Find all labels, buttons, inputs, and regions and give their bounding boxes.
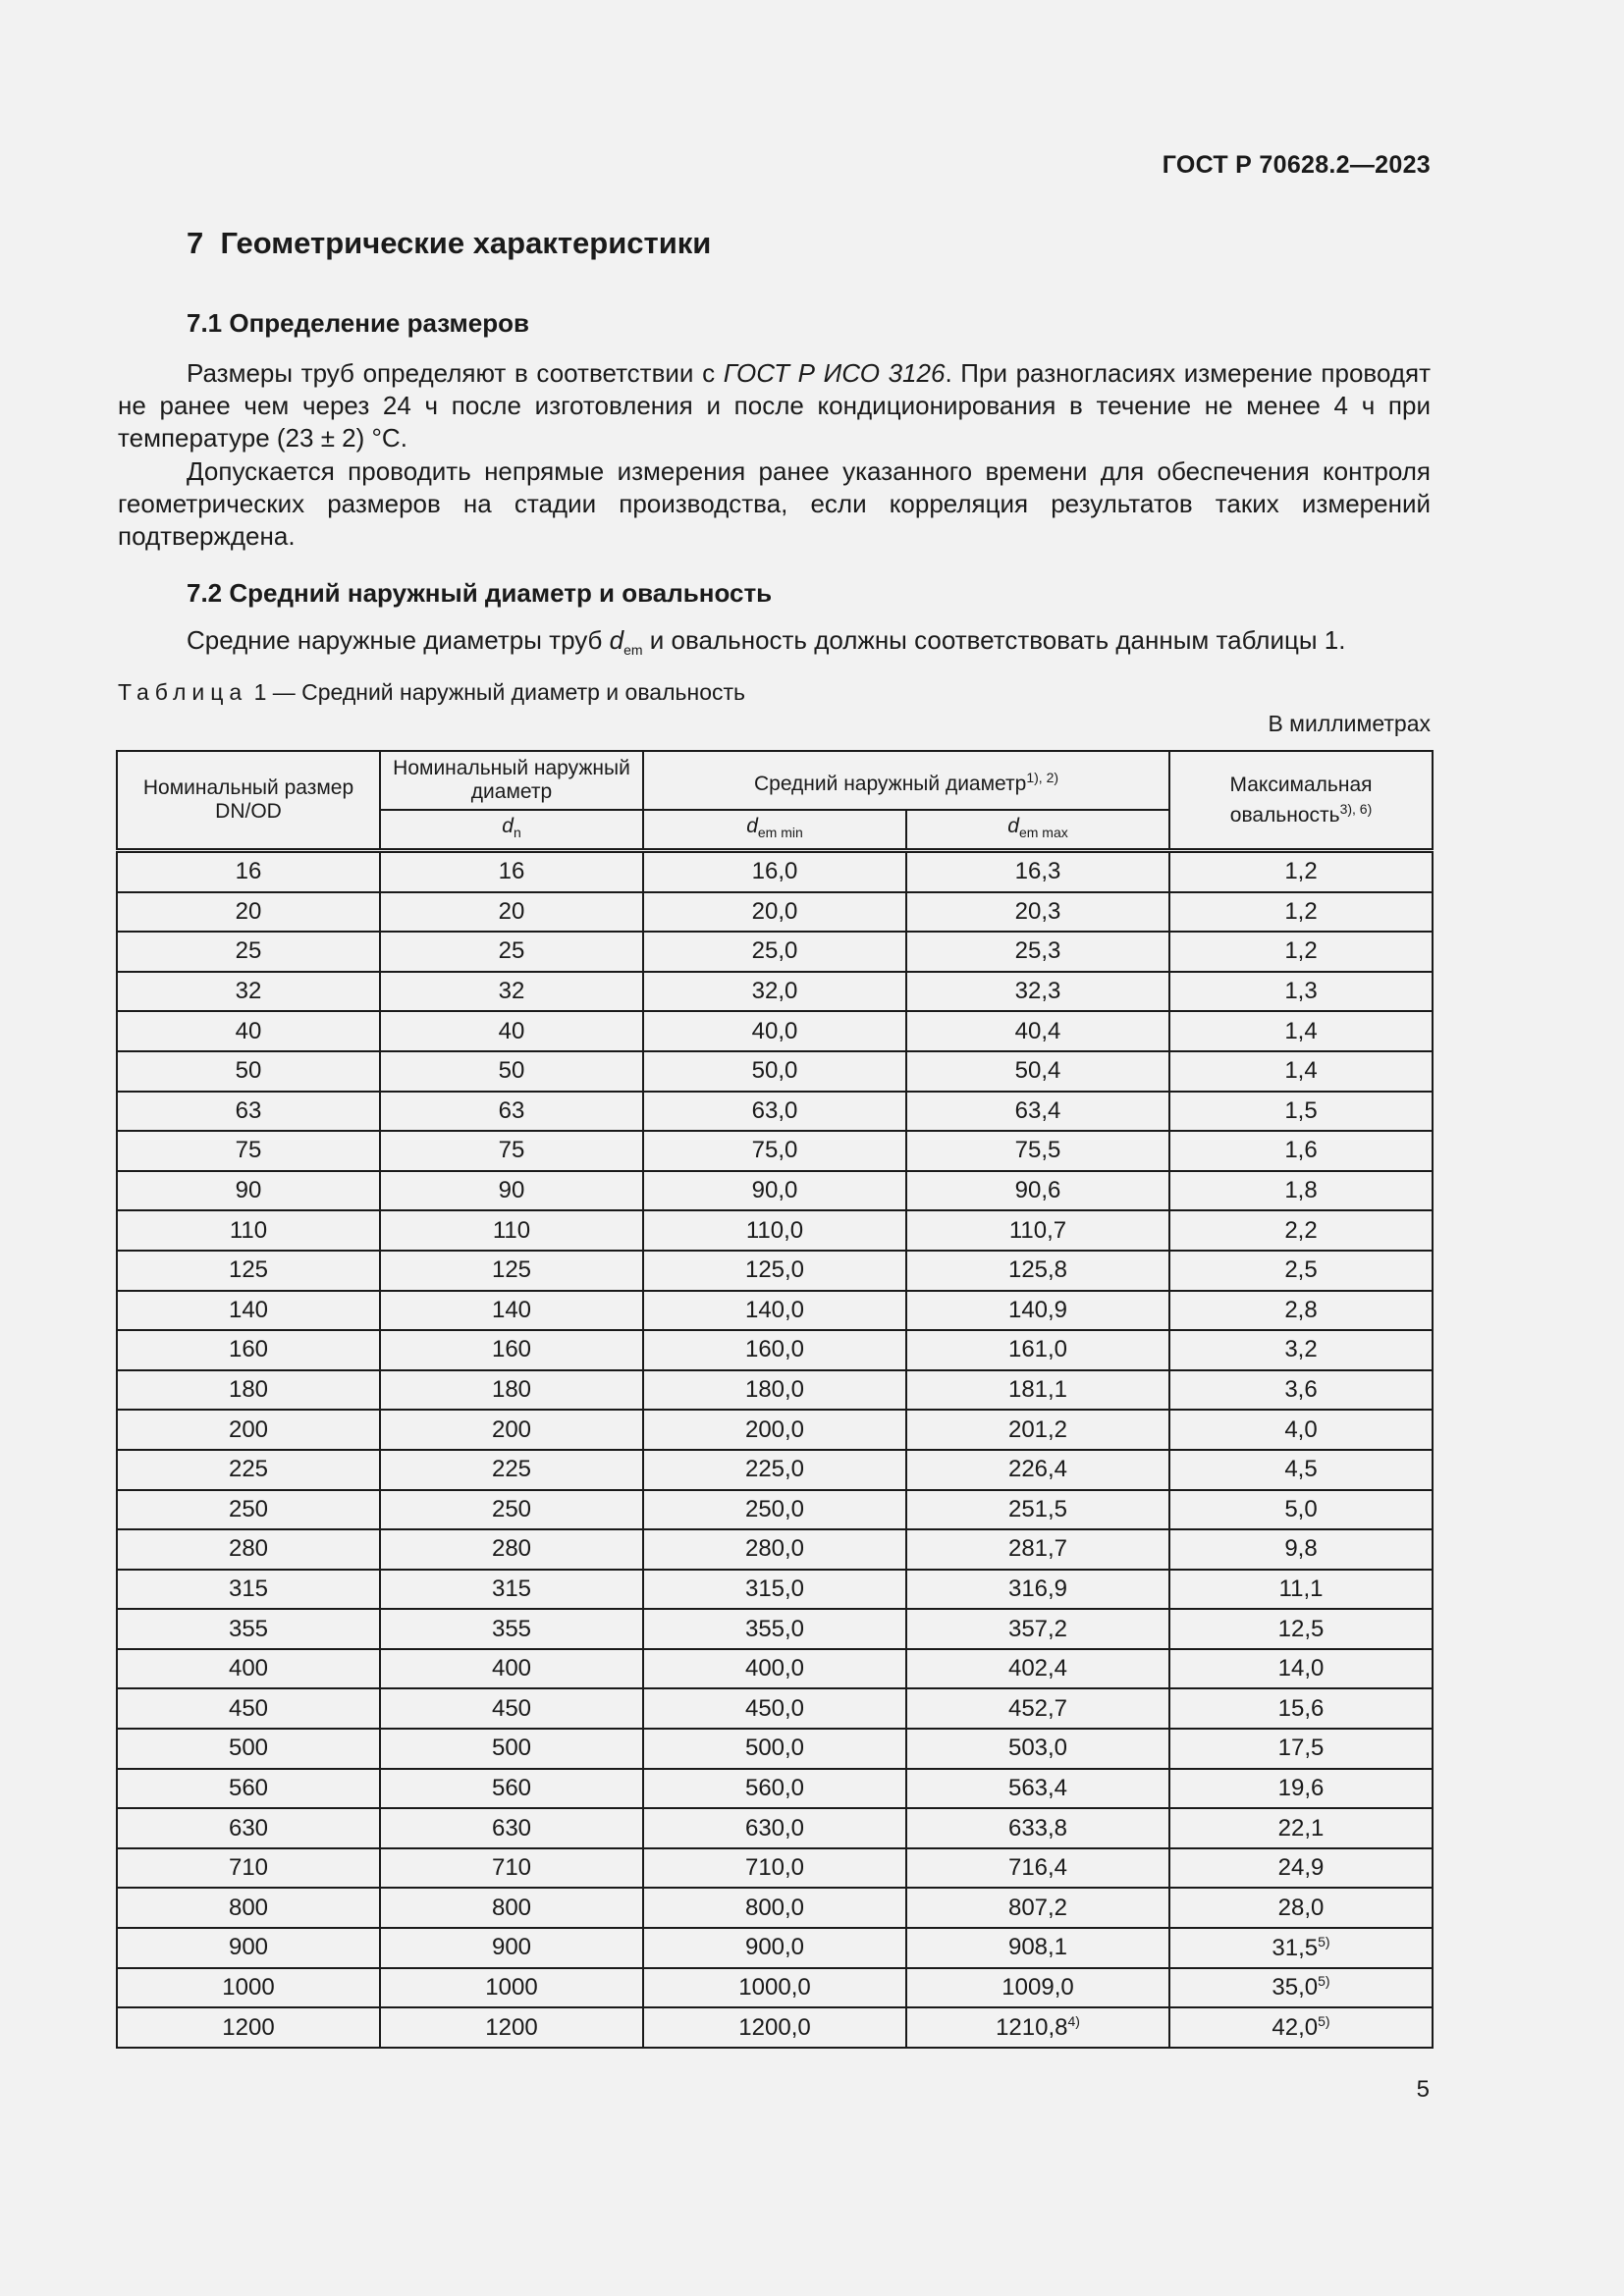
table-row [117,1330,1433,1370]
cell-dem-min: 200,0 [643,1410,906,1450]
cell-dem-min: 90,0 [643,1171,906,1211]
table-row [117,1848,1433,1889]
table-units: В миллиметрах [1268,711,1431,736]
cell-nominal-diameter: 560 [380,1769,643,1809]
cell-dem-min: 800,0 [643,1888,906,1928]
cell-ovality: 1,5 [1169,1092,1433,1132]
cell-ovality: 2,2 [1169,1210,1433,1251]
cell-ovality: 11,1 [1169,1570,1433,1610]
cell-nominal-size: 280 [117,1529,380,1570]
cell-nominal-size: 110 [117,1210,380,1251]
cell-ovality: 1,2 [1169,851,1433,892]
cell-dem-min: 16,0 [643,851,906,892]
cell-nominal-size: 800 [117,1888,380,1928]
table-row [117,1888,1433,1928]
cell-ovality: 1,6 [1169,1131,1433,1171]
section-heading [187,226,711,261]
cell-nominal-size: 75 [117,1131,380,1171]
cell-dem-max: 125,8 [906,1251,1169,1291]
table-row [117,892,1433,933]
cell-ovality: 22,1 [1169,1808,1433,1848]
table-row [117,1570,1433,1610]
cell-nominal-diameter: 1000 [380,1968,643,2008]
table-row [117,1769,1433,1809]
cell-dem-min: 63,0 [643,1092,906,1132]
page-number: 5 [1416,2076,1430,2103]
cell-nominal-diameter: 250 [380,1490,643,1530]
cell-nominal-size: 25 [117,932,380,972]
cell-dem-max: 75,5 [906,1131,1169,1171]
cell-ovality: 42,0$^{5)}$ [1169,2007,1433,2048]
cell-ovality: 2,5 [1169,1251,1433,1291]
table-row [117,1529,1433,1570]
table-row [117,1131,1433,1171]
cell-nominal-size: 63 [117,1092,380,1132]
cell-ovality: 2,8 [1169,1291,1433,1331]
cell-dem-max: 20,3 [906,892,1169,933]
cell-dem-min: 355,0 [643,1609,906,1649]
cell-nominal-size: 200 [117,1410,380,1450]
cell-nominal-diameter: 500 [380,1729,643,1769]
cell-ovality: 1,4 [1169,1011,1433,1051]
cell-nominal-diameter: 450 [380,1688,643,1729]
cell-dem-max: 1210,8$^{4)}$ [906,2007,1169,2048]
cell-ovality: 31,5$^{5)}$ [1169,1928,1433,1968]
table-row [117,1291,1433,1331]
table-row [117,972,1433,1012]
cell-nominal-size: 32 [117,972,380,1012]
cell-ovality: 5,0 [1169,1490,1433,1530]
cell-ovality: 19,6 [1169,1769,1433,1809]
cell-dem-min: 50,0 [643,1051,906,1092]
cell-nominal-diameter: 125 [380,1251,643,1291]
table-row [117,1370,1433,1411]
cell-dem-min: 280,0 [643,1529,906,1570]
cell-dem-max: 563,4 [906,1769,1169,1809]
cell-nominal-size: 355 [117,1609,380,1649]
cell-dem-min: 450,0 [643,1688,906,1729]
cell-nominal-diameter: 315 [380,1570,643,1610]
table-row [117,1450,1433,1490]
header-nominal-size: Номинальный размер DN/OD [117,751,380,851]
subsection-7-1-paragraph-2: Допускается проводить непрямые измерения ранее указанного времени для обеспечения контроля геометрических размеров на стадии производства, если корреляция результатов таких измерений подтверждена. [118,456,1431,551]
cell-nominal-diameter: 400 [380,1649,643,1689]
table-row [117,1688,1433,1729]
footnote-mark: 5) [1318,1933,1330,1949]
cell-nominal-size: 20 [117,892,380,933]
cell-dem-min: 160,0 [643,1330,906,1370]
table-row [117,2007,1433,2048]
cell-nominal-diameter: 63 [380,1092,643,1132]
cell-ovality: 1,3 [1169,972,1433,1012]
cell-dem-max: 807,2 [906,1888,1169,1928]
section-title: Геометрические характеристики [220,226,712,260]
cell-dem-max: 402,4 [906,1649,1169,1689]
subsection-7-2-paragraph: Средние наружные диаметры труб $d_{em}$ и овальность должны соответствовать данным таблицы 1. [187,625,1346,659]
cell-nominal-size: 50 [117,1051,380,1092]
cell-dem-min: 32,0 [643,972,906,1012]
cell-dem-min: 900,0 [643,1928,906,1968]
cell-dem-max: 50,4 [906,1051,1169,1092]
cell-ovality: 1,4 [1169,1051,1433,1092]
cell-nominal-diameter: 1200 [380,2007,643,2048]
table-row [117,1251,1433,1291]
cell-nominal-diameter: 40 [380,1011,643,1051]
footnote-mark: 5) [1318,1973,1330,1990]
cell-ovality: 17,5 [1169,1729,1433,1769]
cell-nominal-diameter: 355 [380,1609,643,1649]
table-row [117,1011,1433,1051]
table-row [117,932,1433,972]
cell-ovality: 9,8 [1169,1529,1433,1570]
cell-dem-max: 63,4 [906,1092,1169,1132]
cell-dem-max: 201,2 [906,1410,1169,1450]
cell-nominal-size: 90 [117,1171,380,1211]
footnote-mark: 5) [1318,2013,1330,2030]
cell-nominal-size: 250 [117,1490,380,1530]
cell-nominal-diameter: 90 [380,1171,643,1211]
document-code: ГОСТ Р 70628.2—2023 [1162,151,1431,179]
cell-dem-max: 503,0 [906,1729,1169,1769]
cell-dem-min: 400,0 [643,1649,906,1689]
diameter-ovality-table [116,750,1434,2049]
cell-nominal-diameter: 900 [380,1928,643,1968]
cell-dem-min: 180,0 [643,1370,906,1411]
cell-nominal-size: 160 [117,1330,380,1370]
cell-dem-min: 75,0 [643,1131,906,1171]
cell-dem-min: 25,0 [643,932,906,972]
cell-nominal-diameter: 200 [380,1410,643,1450]
table-row [117,1609,1433,1649]
cell-dem-max: 40,4 [906,1011,1169,1051]
cell-dem-min: 1200,0 [643,2007,906,2048]
subsection-7-1-heading: 7.1 Определение размеров [187,308,529,338]
header-dn: $d_n$ [380,810,643,851]
cell-nominal-size: 500 [117,1729,380,1769]
cell-dem-min: 110,0 [643,1210,906,1251]
footnote-mark: 4) [1067,2013,1080,2030]
cell-dem-min: 40,0 [643,1011,906,1051]
cell-nominal-size: 450 [117,1688,380,1729]
table-row [117,851,1433,892]
cell-nominal-size: 710 [117,1848,380,1889]
cell-nominal-diameter: 16 [380,851,643,892]
cell-dem-max: 251,5 [906,1490,1169,1530]
cell-ovality: 15,6 [1169,1688,1433,1729]
cell-dem-max: 452,7 [906,1688,1169,1729]
cell-ovality: 3,6 [1169,1370,1433,1411]
cell-dem-max: 90,6 [906,1171,1169,1211]
table-row [117,1968,1433,2008]
cell-dem-max: 281,7 [906,1529,1169,1570]
table-row [117,1092,1433,1132]
cell-dem-max: 161,0 [906,1330,1169,1370]
header-dem-max: $d_{em max}$ [906,810,1169,851]
cell-dem-max: 716,4 [906,1848,1169,1889]
cell-dem-max: 181,1 [906,1370,1169,1411]
cell-dem-min: 125,0 [643,1251,906,1291]
table-body [117,851,1433,2048]
cell-ovality: 4,5 [1169,1450,1433,1490]
cell-nominal-size: 180 [117,1370,380,1411]
cell-nominal-size: 125 [117,1251,380,1291]
table-row [117,1928,1433,1968]
cell-nominal-size: 1200 [117,2007,380,2048]
table-row [117,1649,1433,1689]
cell-nominal-size: 560 [117,1769,380,1809]
standard-reference: ГОСТ Р ИСО 3126 [723,358,946,388]
cell-dem-min: 630,0 [643,1808,906,1848]
cell-nominal-size: 630 [117,1808,380,1848]
cell-nominal-diameter: 280 [380,1529,643,1570]
cell-nominal-diameter: 110 [380,1210,643,1251]
cell-nominal-diameter: 800 [380,1888,643,1928]
cell-nominal-size: 40 [117,1011,380,1051]
cell-dem-max: 316,9 [906,1570,1169,1610]
cell-nominal-size: 900 [117,1928,380,1968]
cell-dem-min: 225,0 [643,1450,906,1490]
cell-nominal-size: 315 [117,1570,380,1610]
cell-nominal-diameter: 25 [380,932,643,972]
cell-nominal-diameter: 75 [380,1131,643,1171]
cell-nominal-size: 225 [117,1450,380,1490]
header-mean-diameter: Средний наружный диаметр$^{1), 2)}$ [643,751,1169,810]
header-dem-min: $d_{em min}$ [643,810,906,851]
cell-ovality: 1,8 [1169,1171,1433,1211]
cell-dem-max: 32,3 [906,972,1169,1012]
table-row [117,1808,1433,1848]
header-nominal-diameter: Номинальный наружный диаметр [380,751,643,810]
header-ovality: Максимальная овальность$^{3), 6)}$ [1169,751,1433,851]
section-number: 7 [187,226,204,260]
cell-nominal-diameter: 180 [380,1370,643,1411]
cell-nominal-diameter: 32 [380,972,643,1012]
subsection-7-2-heading: 7.2 Средний наружный диаметр и овальность [187,578,773,608]
cell-ovality: 1,2 [1169,892,1433,933]
cell-dem-min: 500,0 [643,1729,906,1769]
cell-dem-max: 16,3 [906,851,1169,892]
cell-nominal-diameter: 140 [380,1291,643,1331]
cell-dem-min: 250,0 [643,1490,906,1530]
cell-dem-max: 1009,0 [906,1968,1169,2008]
cell-ovality: 4,0 [1169,1410,1433,1450]
cell-dem-min: 315,0 [643,1570,906,1610]
cell-nominal-size: 16 [117,851,380,892]
cell-ovality: 1,2 [1169,932,1433,972]
cell-dem-min: 1000,0 [643,1968,906,2008]
table-row [117,1729,1433,1769]
subsection-7-1-paragraph-1: Размеры труб определяют в соответствии с ГОСТ Р ИСО 3126. При разногласиях измерение проводят не ранее чем через 24 ч после изготовления и после кондиционирования в течение не менее 4 ч при температуре (23 ± 2) °С. [118,358,1431,453]
table-row [117,1410,1433,1450]
cell-dem-max: 140,9 [906,1291,1169,1331]
cell-ovality: 28,0 [1169,1888,1433,1928]
cell-nominal-diameter: 710 [380,1848,643,1889]
cell-ovality: 24,9 [1169,1848,1433,1889]
cell-dem-max: 226,4 [906,1450,1169,1490]
cell-ovality: 35,0$^{5)}$ [1169,1968,1433,2008]
cell-ovality: 14,0 [1169,1649,1433,1689]
cell-dem-min: 710,0 [643,1848,906,1889]
cell-nominal-size: 140 [117,1291,380,1331]
table-caption: Таблица 1 — Средний наружный диаметр и овальность [118,679,745,705]
table-row [117,1490,1433,1530]
cell-dem-max: 908,1 [906,1928,1169,1968]
cell-nominal-size: 1000 [117,1968,380,2008]
cell-nominal-diameter: 630 [380,1808,643,1848]
cell-dem-max: 357,2 [906,1609,1169,1649]
cell-dem-min: 560,0 [643,1769,906,1809]
cell-dem-max: 110,7 [906,1210,1169,1251]
cell-dem-min: 20,0 [643,892,906,933]
cell-dem-min: 140,0 [643,1291,906,1331]
cell-nominal-size: 400 [117,1649,380,1689]
cell-dem-max: 633,8 [906,1808,1169,1848]
cell-nominal-diameter: 160 [380,1330,643,1370]
cell-ovality: 12,5 [1169,1609,1433,1649]
cell-ovality: 3,2 [1169,1330,1433,1370]
table-row [117,1051,1433,1092]
cell-nominal-diameter: 20 [380,892,643,933]
table-row [117,1171,1433,1211]
cell-nominal-diameter: 225 [380,1450,643,1490]
cell-nominal-diameter: 50 [380,1051,643,1092]
cell-dem-max: 25,3 [906,932,1169,972]
table-row [117,1210,1433,1251]
